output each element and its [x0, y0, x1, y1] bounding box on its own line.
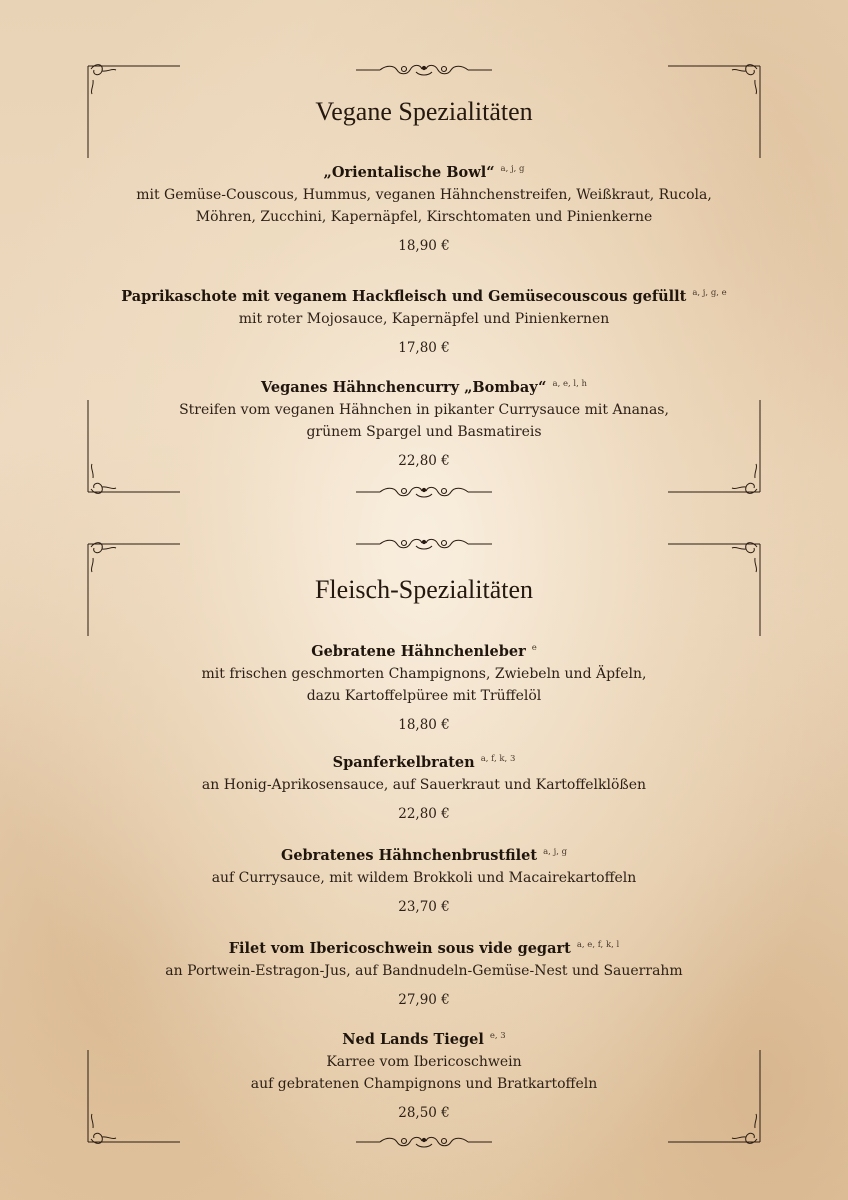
item-price: 22,80 € [398, 453, 450, 469]
item-name: Gebratene Hähnchenleber [311, 643, 526, 660]
menu-item [0, 282, 848, 358]
item-description: Möhren, Zucchini, Kapernäpfel, Kirschtomaten und Pinienkerne [195, 209, 653, 225]
item-description: auf Currysauce, mit wildem Brokkoli und Macairekartoffeln [211, 870, 637, 886]
item-description: an Honig-Aprikosensauce, auf Sauerkraut und Kartoffelklößen [201, 777, 647, 793]
item-name: Ned Lands Tiegel [342, 1031, 484, 1048]
allergen-codes: a, e, l, h [552, 379, 588, 389]
allergen-codes: a, j, g [543, 847, 568, 857]
menu-item [0, 1025, 848, 1123]
allergen-codes: a, j, g, e [692, 288, 727, 298]
item-name: „Orientalische Bowl“ [323, 164, 495, 181]
item-name: Paprikaschote mit veganem Hackfleisch und Gemüsecouscous gefüllt [121, 288, 687, 305]
item-description: mit roter Mojosauce, Kapernäpfel und Pinienkernen [238, 311, 610, 327]
menu-item [0, 158, 848, 256]
menu-item [0, 841, 848, 917]
item-description: Streifen vom veganen Hähnchen in pikanter Currysauce mit Ananas, [179, 402, 669, 418]
item-name: Veganes Hähnchencurry „Bombay“ [260, 379, 547, 396]
item-name: Spanferkelbraten [332, 754, 475, 771]
item-name: Filet vom Ibericoschwein sous vide gegart [228, 940, 571, 957]
item-price: 28,50 € [398, 1105, 450, 1121]
allergen-codes: a, f, k, 3 [480, 754, 516, 764]
item-price: 18,90 € [398, 238, 450, 254]
item-description: mit frischen geschmorten Champignons, Zwiebeln und Äpfeln, [201, 666, 647, 682]
allergen-codes: e [531, 643, 537, 653]
item-description: grünem Spargel und Basmatireis [306, 424, 542, 440]
item-description: an Portwein-Estragon-Jus, auf Bandnudeln-Gemüse-Nest und Sauerrahm [165, 963, 683, 979]
item-price: 27,90 € [398, 992, 450, 1008]
item-price: 23,70 € [398, 899, 450, 915]
item-description: mit Gemüse-Couscous, Hummus, veganen Hähnchenstreifen, Weißkraut, Rucola, [136, 187, 712, 203]
item-description: Karree vom Ibericoschwein [326, 1054, 522, 1070]
item-description: dazu Kartoffelpüree mit Trüffelöl [306, 688, 542, 704]
item-price: 18,80 € [398, 717, 450, 733]
item-price: 17,80 € [398, 340, 450, 356]
item-price: 22,80 € [398, 806, 450, 822]
menu-item [0, 748, 848, 824]
allergen-codes: a, j, g [500, 164, 525, 174]
menu-item [0, 373, 848, 471]
allergen-codes: e, 3 [489, 1031, 506, 1041]
menu-item [0, 934, 848, 1010]
item-description: auf gebratenen Champignons und Bratkartoffeln [250, 1076, 598, 1092]
section-title-vegan: Vegane Spezialitäten [315, 97, 533, 126]
menu-item [0, 637, 848, 735]
section-title-meat: Fleisch-Spezialitäten [314, 575, 534, 604]
allergen-codes: a, e, f, k, l [576, 940, 620, 950]
item-name: Gebratenes Hähnchenbrustfilet [280, 847, 538, 864]
